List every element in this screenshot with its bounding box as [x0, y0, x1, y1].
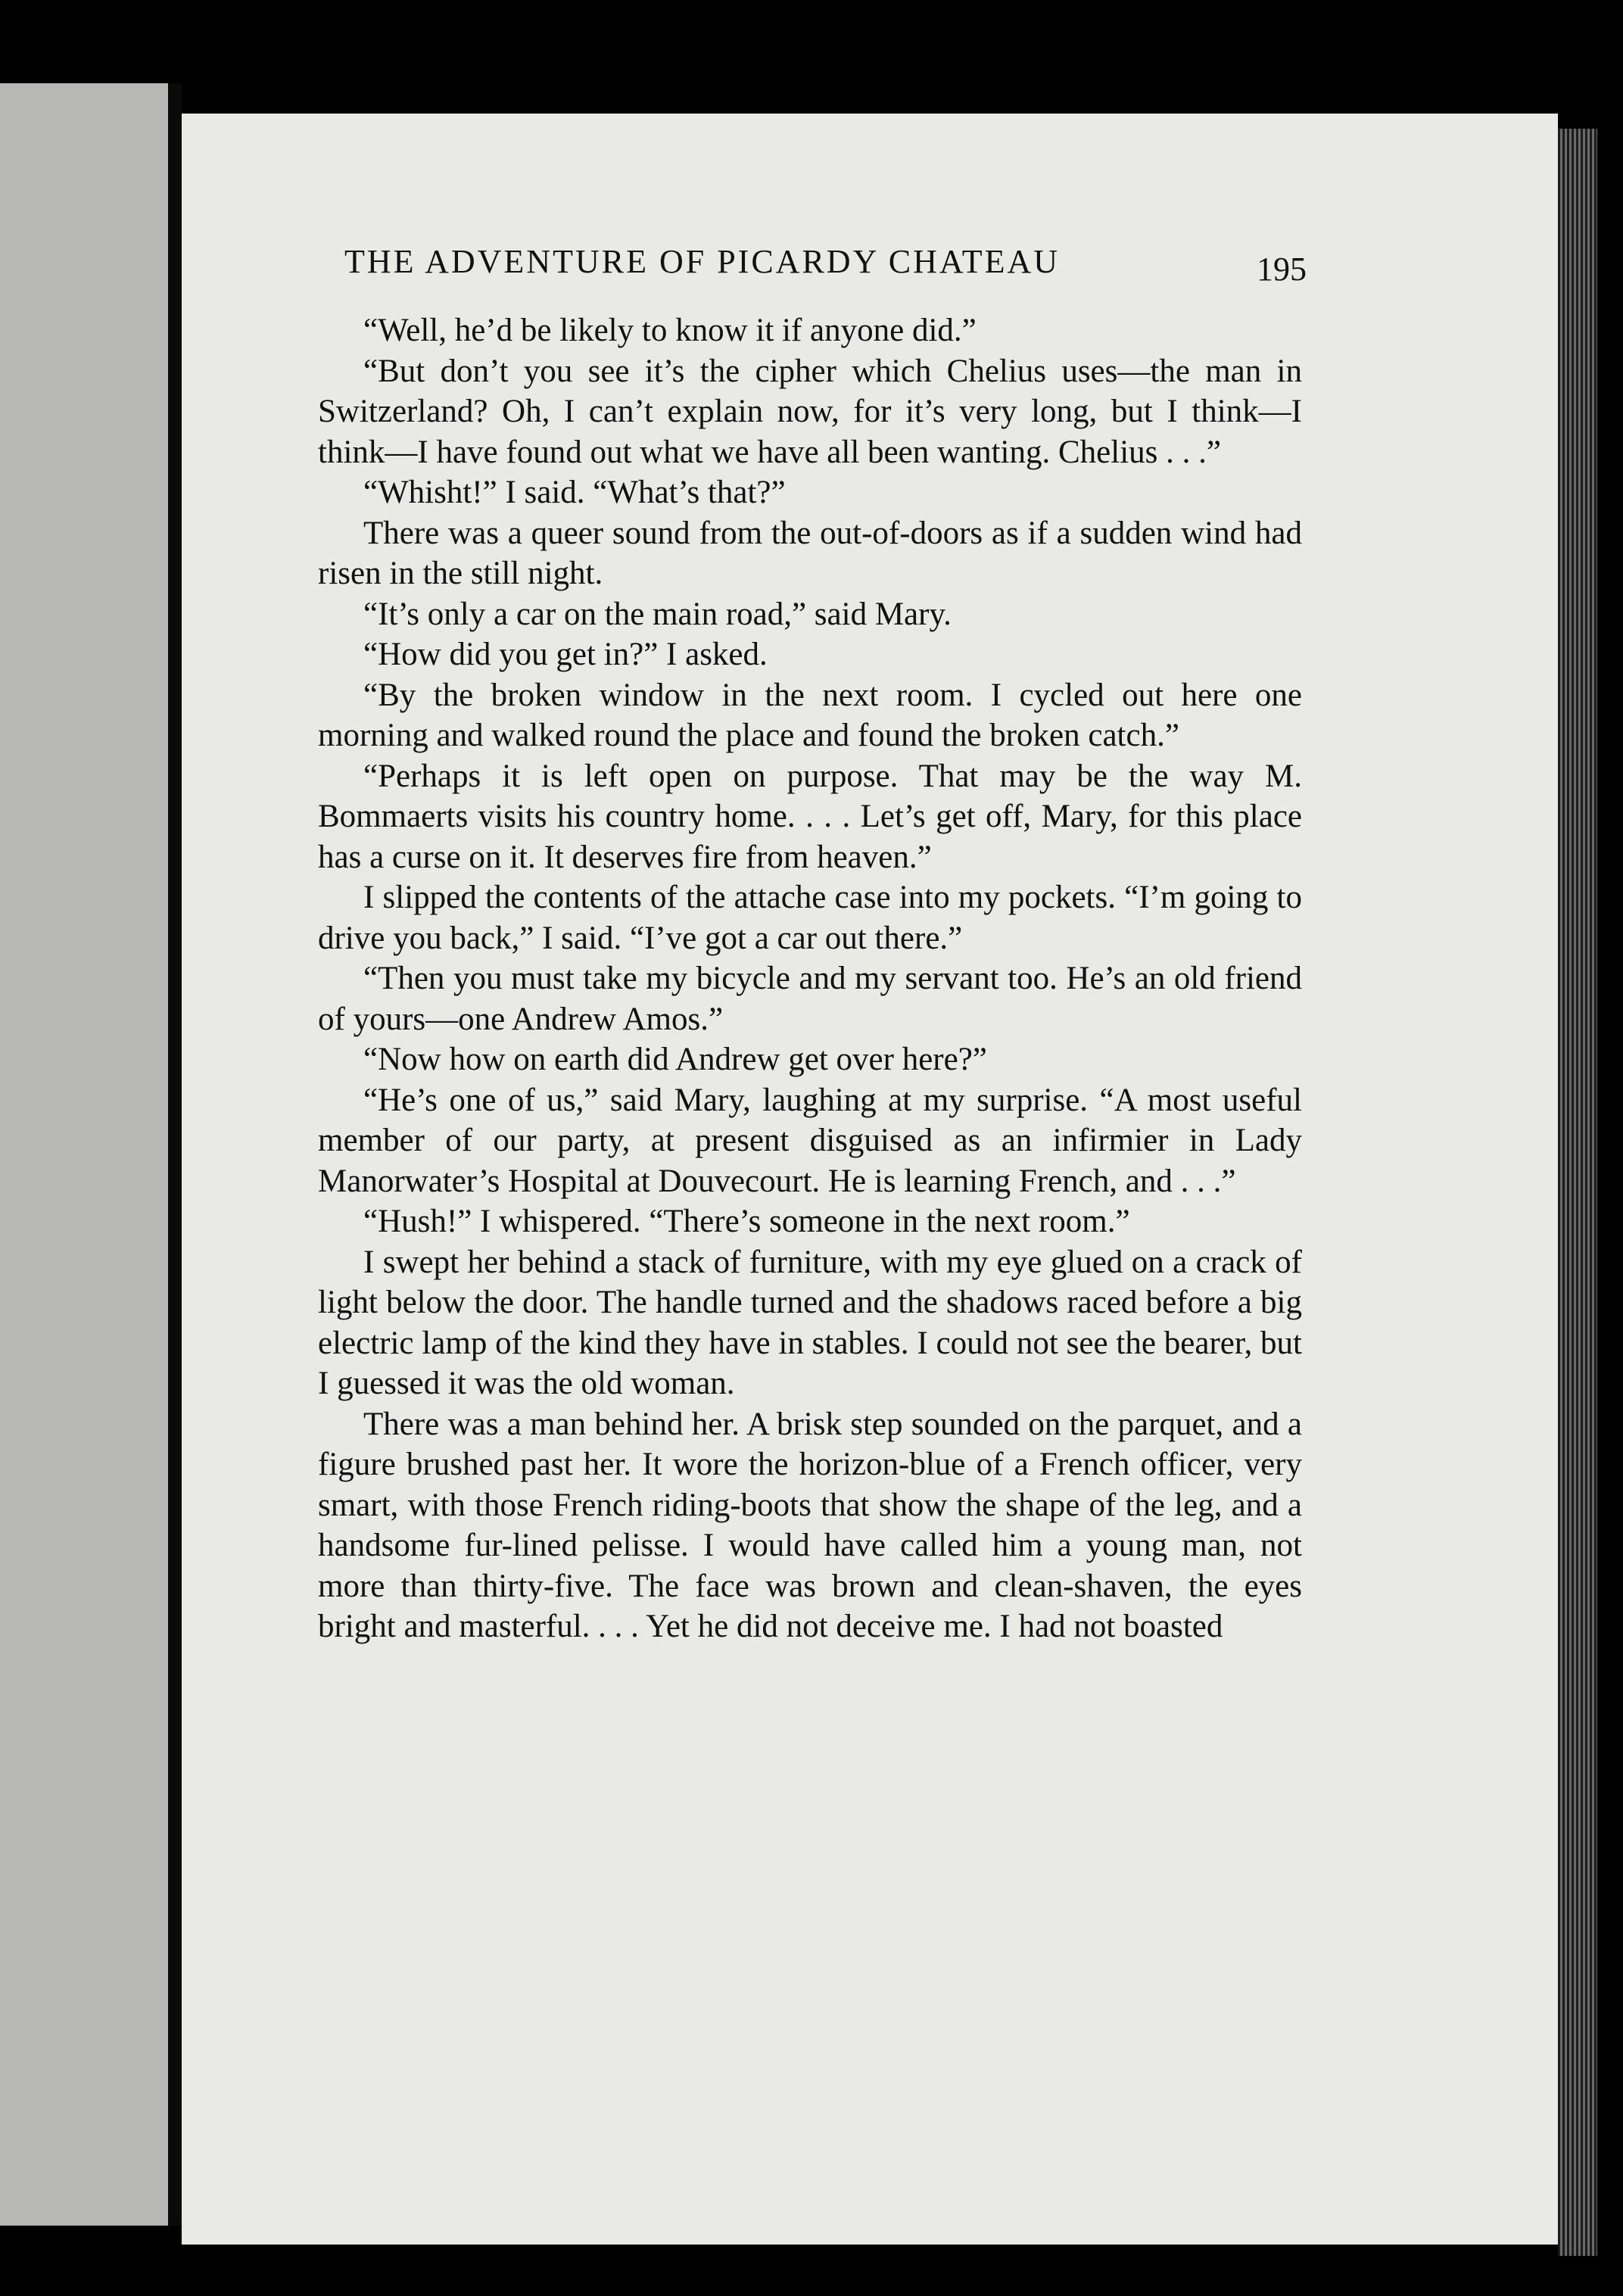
- book-gutter: [168, 83, 182, 2226]
- paragraph: “Well, he’d be likely to know it if anyone did.”: [363, 313, 977, 348]
- page-edges: [1558, 129, 1597, 2256]
- paragraph: I slipped the contents of the attache case into my pockets. “I’m going to drive you back,” I said. “I’ve got a car out there.”: [318, 880, 1302, 956]
- page-number: 195: [1257, 251, 1307, 288]
- paragraph: “Perhaps it is left open on purpose. That may be the way M. Bommaerts visits his country home. . . . Let’s get off, Mary, for this place has a curse on it. It deserves fire from heaven.”: [318, 758, 1302, 875]
- paragraph: “Then you must take my bicycle and my servant too. He’s an old friend of yours—one Andrew Amos.”: [318, 961, 1302, 1037]
- paragraph: “He’s one of us,” said Mary, laughing at my surprise. “A most useful member of our party, at present disguised as an infirmier in Lady Manorwater’s Hospital at Douvecourt. He is learning French, and . . .”: [318, 1082, 1302, 1199]
- left-page-margin: [0, 83, 168, 2226]
- paragraph: “It’s only a car on the main road,” said Mary.: [363, 596, 952, 632]
- paragraph: I swept her behind a stack of furniture, with my eye glued on a crack of light below the door. The handle turned and the shadows raced before a big electric lamp of the kind they have in stables. I could not see the bearer, but I guessed it was the old woman.: [318, 1244, 1302, 1401]
- paragraph: “By the broken window in the next room. I cycled out here one morning and walked round the place and found the broken catch.”: [318, 677, 1302, 753]
- paragraph: “Now how on earth did Andrew get over here?”: [363, 1042, 987, 1077]
- paragraph: “Whisht!” I said. “What’s that?”: [363, 475, 786, 510]
- running-head: THE ADVENTURE OF PICARDY CHATEAU: [344, 243, 1061, 280]
- paragraph: “Hush!” I whispered. “There’s someone in the next room.”: [363, 1204, 1130, 1239]
- paragraph: There was a queer sound from the out-of-doors as if a sudden wind had risen in the still night.: [318, 515, 1302, 591]
- body-text: [318, 310, 1302, 1647]
- paragraph: “But don’t you see it’s the cipher which Chelius uses—the man in Switzerland? Oh, I can’t explain now, for it’s very long, but I think—I think—I have found out what we have all been wanting. Chelius . . .”: [318, 353, 1302, 470]
- paragraph: There was a man behind her. A brisk step sounded on the parquet, and a figure brushed past her. It wore the horizon-blue of a French officer, very smart, with those French riding-boots that show the shape of the leg, and a handsome fur-lined pelisse. I would have called him a young man, not more than thirty-five. The face was brown and clean-shaven, the eyes bright and masterful. . . . Yet he did not deceive me. I had not boasted: [318, 1406, 1302, 1644]
- paragraph: “How did you get in?” I asked.: [363, 637, 768, 672]
